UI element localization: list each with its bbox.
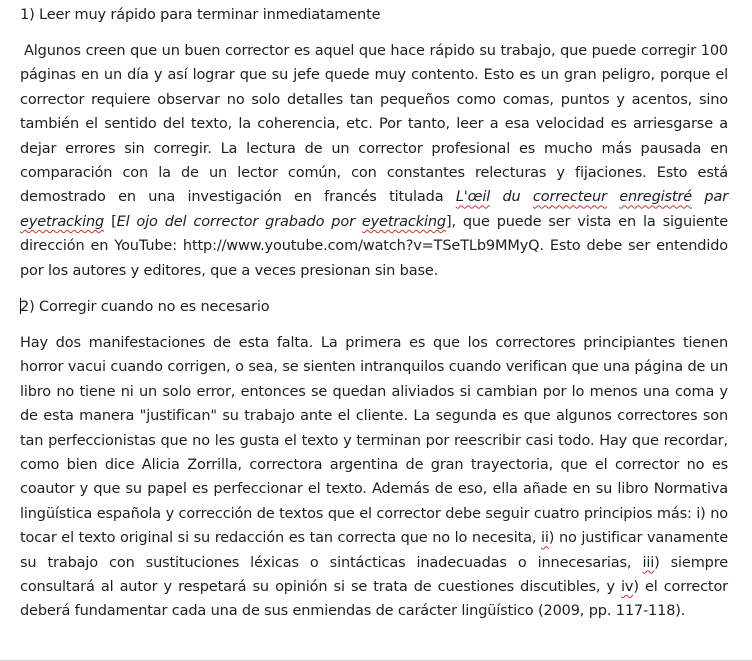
- french-title-text: du: [490, 189, 533, 206]
- section-2-text-part1: Hay dos manifestaciones de esta falta. La primera es que los correctores principiantes tienen horror vacui cuando corrigen, o sea, se sienten intranquilos cuando verifican que una página de un libro no tiene ni un solo error, entonces se quedan aliviados si cambian por lo menos una coma y de esta manera "justifican" su trabajo ante el cliente. La segunda es que algunos correctores son tan perfeccionistas que no les gusta el texto y terminan por reescribir casi todo. Hay que recordar, como bien dice Alicia Zorrilla, correctora argentina de gran trayectoria, que el corrector no es coautor y que su papel es perfeccionar el texto. Además de eso, ella añade en su libro Normativa lingüística española y corrección de textos que el corrector debe seguir cuatro principios más: i) no tocar el texto original si su redacción es tan correcta que no lo necesita,: [20, 335, 728, 547]
- spelling-error-word[interactable]: eyetracking: [20, 213, 105, 230]
- bracket-open: [: [104, 213, 117, 230]
- spelling-error-word[interactable]: eyetracking: [361, 213, 446, 230]
- spelling-error-word[interactable]: iv: [621, 579, 634, 596]
- section-1-text-part2: ], que puede ser vista en la siguiente dirección en YouTube: http://www.youtube.com/watch?v=TSeTLb9MMyQ. Esto debe ser entendido por los autores y editores, que a veces presionan sin base.: [20, 213, 728, 279]
- spelling-error-word[interactable]: ii: [541, 530, 549, 547]
- section-2-text-part4: ) el corrector deberá fundamentar cada una de sus enmiendas de carácter lingüístico (2009, pp. 117-118).: [20, 579, 728, 620]
- french-title-text: [607, 189, 619, 205]
- section-2-text-part2: ) no justificar vanamente su trabajo con sustituciones léxicas o sintácticas inadecuadas o innecesarias,: [20, 530, 729, 571]
- title-translation-text: El ojo del corrector grabado por: [116, 213, 362, 230]
- french-title-text: par: [692, 189, 729, 206]
- section-1-paragraph: [20, 39, 728, 283]
- spelling-error-word[interactable]: iii: [642, 554, 655, 571]
- section-2-heading-text: 2) Corregir cuando no es necesario: [20, 299, 270, 315]
- spelling-error-word[interactable]: enregistré: [619, 189, 693, 206]
- section-1-text-part1: Algunos creen que un buen corrector es aquel que hace rápido su trabajo, que puede corregir 100 páginas en un día y así lograr que su jefe quede muy contento. Esto es un gran peligro, porque el corrector requiere observar no solo detalles tan pequeños como comas, puntos y acentos, sino también el sentido del texto, la coherencia, etc. Por tanto, leer a esa velocidad es arriesgarse a dejar errores sin corregir. La lectura de un corrector profesional es mucho más pausada en comparación con la de un lector común, con constantes relecturas y fijaciones. Esto está demostrado en una investigación en francés titulada: [20, 43, 728, 206]
- spelling-error-word[interactable]: L'œil: [455, 189, 491, 206]
- section-1-heading: 1) Leer muy rápido para terminar inmediatamente: [20, 7, 381, 23]
- section-2-heading: [20, 297, 269, 317]
- section-2-paragraph: [20, 331, 728, 624]
- section-2-text-part3: ) siempre consultará al autor y respetará su opinión si se trata de cuestiones discutibles, y: [20, 554, 728, 596]
- spelling-error-word[interactable]: correcteur: [532, 189, 607, 206]
